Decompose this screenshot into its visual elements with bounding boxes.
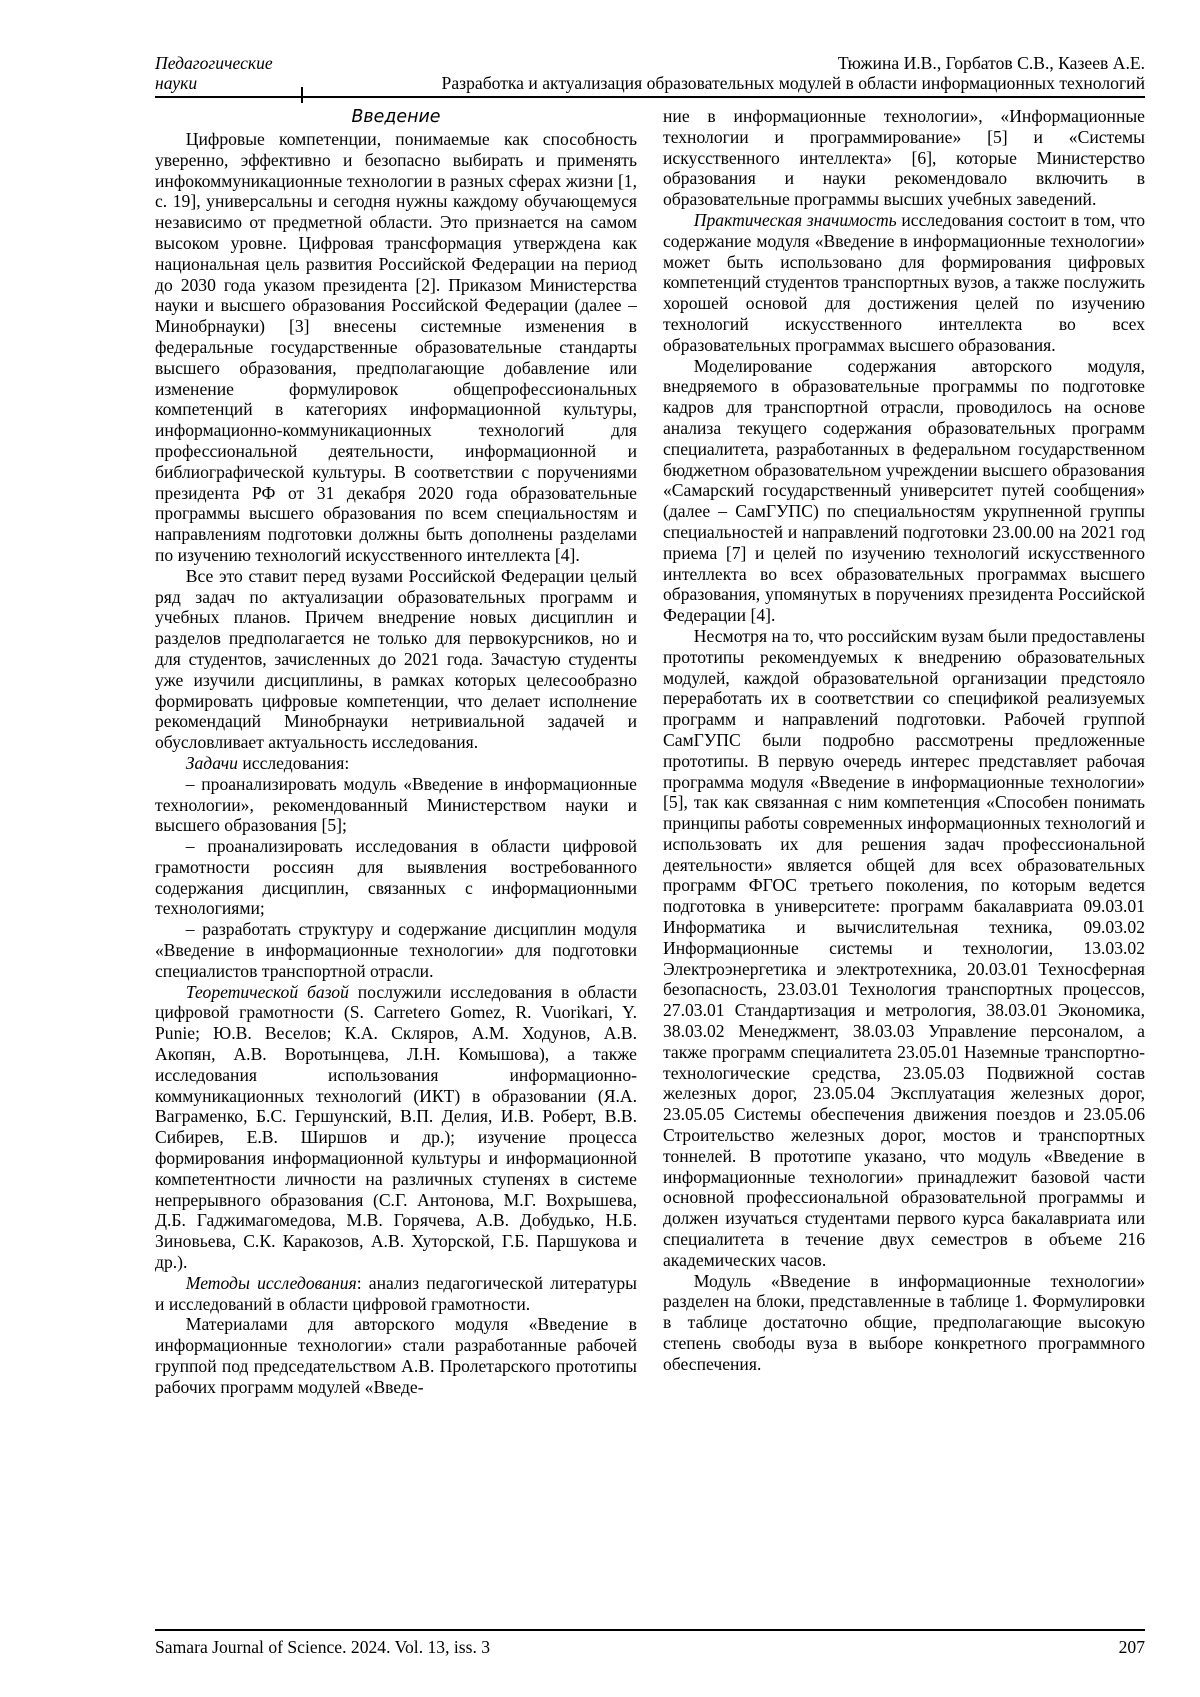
paragraph-lead-italic: Задачи xyxy=(185,752,238,773)
paragraph: Теоретической базой послужили исследования в области цифровой грамотности (S. Carretero Gomez, R. Vuorikari, Y. Punie; Ю.В. Веселов; К.А. Скляров, А.М. Ходунов, А.В. Акопян, А.В. Воротынцева, Л.Н. Комышова), а также исследования использования информационно-коммуникационных технологий (ИКТ) в образовании (Я.А. Ваграменко, Б.С. Гершунский, В.П. Делия, И.В. Роберт, В.В. Сибирев, Е.В. Ширшов и др.); изучение процесса формирования информационной культуры и информационной компетентности личности на различных ступенях в системе непрерывного образования (С.Г. Антонова, М.Г. Вохрышева, Д.Б. Гаджимагомедова, М.В. Горячева, А.В. Добудько, Н.Б. Зиновьева, С.К. Каракозов, А.В. Хуторской, Г.Б. Паршукова и др.). xyxy=(155,981,637,1273)
paragraph: – проанализировать исследования в области цифровой грамотности россиян для выявления востребованного содержания дисциплин, связанных с информационными технологиями; xyxy=(155,836,637,919)
paragraph: ние в информационные технологии», «Информационные технологии и программирование» [5] и «Системы искусственного интеллекта» [6], которые Министерство образования и науки рекомендовало включить в образовательные программы высших учебных заведений. xyxy=(663,106,1145,210)
paragraph: – разработать структуру и содержание дисциплин модуля «Введение в информационные технологии» для подготовки специалистов транспортной отрасли. xyxy=(155,919,637,981)
section-heading: Введение xyxy=(351,107,441,127)
article-title-line: Разработка и актуализация образовательных модулей в области информационных технологий xyxy=(441,72,1145,93)
paragraph: Несмотря на то, что российским вузам были предоставлены прототипы рекомендуемых к внедрению образовательных модулей, каждой образовательной организации предстояло переработать их в соответствии со спецификой реализуемых программ и направлений подготовки. Рабочей группой СамГУПС были подробно рассмотрены предложенные прототипы. В первую очередь интерес представляет рабочая программа модуля «Введение в информационные технологии» [5], так как связанная с ним компетенция «Способен понимать принципы работы современных информационных технологий и использовать их для решения задач профессиональной деятельности» является общей для всех образовательных программ ФГОС третьего поколения, по которым ведется подготовка в университете: программ бакалавриата 09.03.01 Информатика и вычислительная техника, 09.03.02 Информационные системы и технологии, 13.03.02 Электроэнергетика и электротехника, 20.03.01 Техносферная безопасность, 23.03.01 Технология транспортных процессов, 27.03.01 Стандартизация и метрология, 38.03.01 Экономика, 38.03.02 Менеджмент, 38.03.03 Управление персоналом, а также программ специалитета 23.05.01 Наземные транспортно-технологические средства, 23.05.03 Подвижной состав железных дорог, 23.05.04 Эксплуатация железных дорог, 23.05.05 Системы обеспечения движения поездов и 23.05.06 Строительство железных дорог, мостов и транспортных тоннелей. В прототипе указано, что модуль «Введение в информационные технологии» принадлежит базовой части основной профессиональной образовательной программы и должен изучаться студентами первого курса бакалавриата или специалитета в течение двух семестров в объеме 216 академических часов. xyxy=(663,625,1145,1270)
header-divider-tick xyxy=(301,87,303,103)
section-label-line1: Педагогические xyxy=(155,53,273,73)
left-column xyxy=(155,106,637,1625)
paragraph-lead-italic: Теоретической базой xyxy=(185,981,349,1002)
page-number: 207 xyxy=(1118,1637,1145,1657)
paragraph: Методы исследования: анализ педагогической литературы и исследований в области цифровой грамотности. xyxy=(155,1272,637,1314)
paragraph: Моделирование содержания авторского модуля, внедряемого в образовательные программы по подготовке кадров для транспортной отрасли, проводилось на основе анализа текущего содержания образовательных программ специалитета, разработанных в федеральном государственном бюджетном образовательном учреждении высшего образования «Самарский государственный университет путей сообщения» (далее – СамГУПС) по специальностям укрупненной группы специальностей и направлений подготовки 23.00.00 на 2021 год приема [7] и целей по изучению технологий искусственного интеллекта во всех образовательных программах высшего образования, упомянутых в поручениях президента Российской Федерации [4]. xyxy=(663,355,1145,626)
paragraph: Цифровые компетенции, понимаемые как способность уверенно, эффективно и безопасно выбирать и применять инфокоммуникационные технологии в разных сферах жизни [1, с. 19], универсальны и сегодня нужны каждому обучающемуся независимо от предметной области. Это признается на самом высоком уровне. Цифровая трансформация утверждена как национальная цель развития Российской Федерации на период до 2030 года указом президента [2]. Приказом Министерства науки и высшего образования Российской Федерации (далее – Минобрнауки) [3] внесены системные изменения в федеральные государственные образовательные стандарты высшего образования, предполагающие добавление или изменение формулировок общепрофессиональных компетенций в категориях информационной культуры, информационно-коммуникационных технологий для профессиональной деятельности, информационной и библиографической культуры. В соответствии с поручениями президента РФ от 31 декабря 2020 года образовательные программы высшего образования по всем специальностям и направлениям подготовки должны быть дополнены разделами по изучению технологий искусственного интеллекта [4]. xyxy=(155,129,637,565)
page-footer xyxy=(155,1629,1145,1657)
paragraph: Все это ставит перед вузами Российской Федерации целый ряд задач по актуализации образовательных программ и учебных планов. Причем внедрение новых дисциплин и разделов предполагается не только для первокурсников, но и для студентов, зачисленных до 2021 года. Зачастую студенты уже изучили дисциплины, в рамках которых целесообразно формировать цифровые компетенции, что делает исполнение рекомендаций Минобрнауки нетривиальной задачей и обусловливает актуальность исследования. xyxy=(155,565,637,753)
paragraph: Практическая значимость исследования состоит в том, что содержание модуля «Введение в информационные технологии» может быть использовано для формирования цифровых компетенций студентов транспортных вузов, а также послужить хорошей основой для достижения целей по изучению технологий искусственного интеллекта во всех образовательных программах высшего образования. xyxy=(663,209,1145,355)
journal-citation: Samara Journal of Science. 2024. Vol. 13, iss. 3 xyxy=(155,1637,491,1657)
paragraph: Материалами для авторского модуля «Введение в информационные технологии» стали разработанные рабочей группой под председательством А.В. Пролетарского прототипы рабочих программ модулей «Введе- xyxy=(155,1314,637,1397)
page-header xyxy=(155,54,1145,98)
footer-row xyxy=(155,1631,1145,1657)
paragraph-lead-italic: Методы исследования xyxy=(185,1272,357,1293)
paragraph: Задачи исследования: xyxy=(185,752,350,773)
header-article-info xyxy=(301,54,1145,93)
paragraph: Модуль «Введение в информационные технологии» разделен на блоки, представленные в таблице 1. Формулировки в таблице достаточно общие, предполагающие высокую степень свободы вуза в выборе конкретного программного обеспечения. xyxy=(663,1270,1145,1374)
paragraph-lead-italic: Практическая значимость xyxy=(693,209,897,230)
header-row xyxy=(155,54,1145,93)
section-label-line2: науки xyxy=(155,72,198,93)
authors-line: Тюжина И.В., Горбатов С.В., Казеев А.Е. xyxy=(837,53,1145,73)
right-column xyxy=(663,106,1145,1625)
paragraph: – проанализировать модуль «Введение в информационные технологии», рекомендованный Министерством науки и высшего образования [5]; xyxy=(155,773,637,836)
journal-section-label xyxy=(155,54,301,93)
article-body xyxy=(155,106,1145,1625)
